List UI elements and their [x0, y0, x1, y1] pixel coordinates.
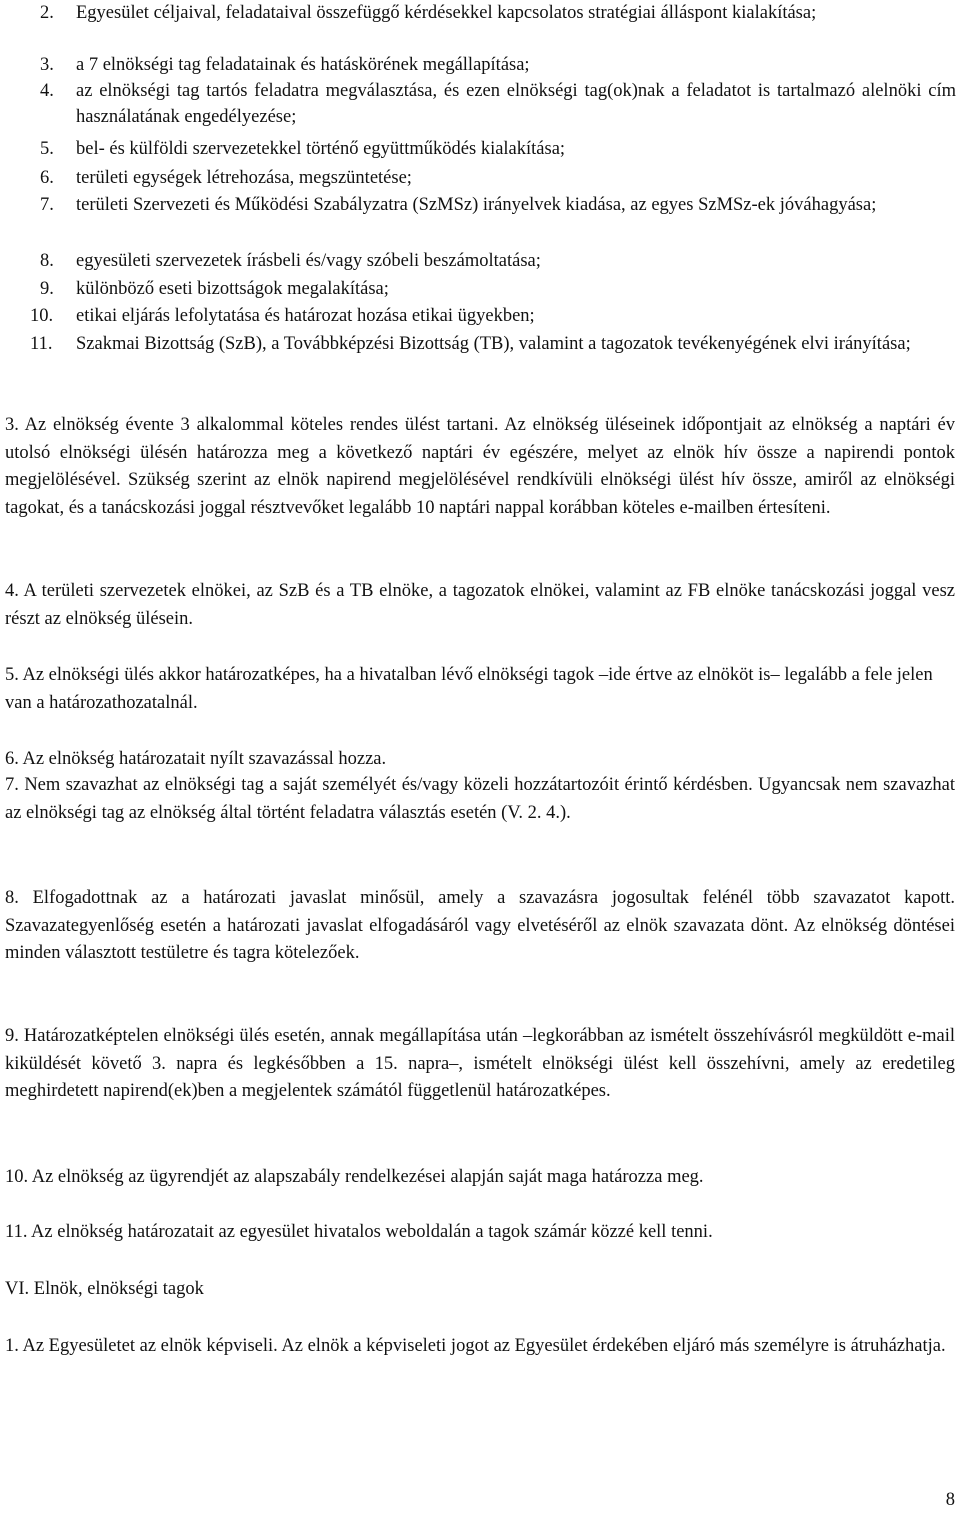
paragraph: 11. Az elnökség határozatait az egyesület hivatalos weboldalán a tagok számár közzé kell tenni.	[5, 1222, 713, 1242]
list-item	[0, 248, 960, 274]
list-number: 2.	[40, 3, 54, 23]
list-text: az elnökségi tag tartós feladatra megválasztása, és ezen elnökségi tag(ok)nak a feladatot is tartalmazó alelnöki cím használatának engedélyezése;	[76, 81, 956, 127]
paragraph: 8. Elfogadottnak az a határozati javaslat minősül, amely a szavazásra jogosultak felénél több szavazatot kapott. Szavazategyenlőség esetén a határozati javaslat elfogadásáról vagy elvetéséről az elnök szavazata dönt. Az elnökség döntései minden választott testületre és tagra kötelezőek.	[5, 888, 955, 963]
list-item	[0, 0, 960, 26]
list-item	[0, 192, 960, 218]
list-text: bel- és külföldi szervezetekkel történő együttműködés kialakítása;	[76, 139, 566, 159]
list-number: 10.	[30, 306, 54, 326]
paragraph: 1. Az Egyesületet az elnök képviseli. Az elnök a képviseleti jogot az Egyesület érdekében eljáró más személyre is átruházhatja.	[5, 1336, 946, 1356]
list-number: 6.	[40, 168, 54, 188]
list-text: területi Szervezeti és Működési Szabályzatra (SzMSz) irányelvek kiadása, az egyes SzMSz-ek jóváhagyása;	[76, 195, 877, 215]
list-number: 7.	[40, 195, 54, 215]
list-text: különböző eseti bizottságok megalakítása;	[76, 279, 389, 299]
list-item	[0, 165, 960, 191]
paragraph: 9. Határozatképtelen elnökségi ülés esetén, annak megállapítása után –legkorábban az ismételt összehívásról megküldött e-mail kiküldését követő 3. napra és legkésőbben a 15. napra–, ismételt elnökségi ülést kell összehívni, amely az eredetileg meghirdetett napirend(ek)ben a megjelentek számától függetlenül határozatképes.	[5, 1026, 955, 1101]
section-heading: VI. Elnök, elnökségi tagok	[5, 1279, 204, 1299]
list-number: 8.	[40, 251, 54, 271]
paragraph: 5. Az elnökségi ülés akkor határozatképes, ha a hivatalban lévő elnökségi tagok –ide értve az elnököt is– legalább a fele jelen van a határozathozatalnál.	[5, 665, 933, 713]
list-item	[0, 331, 960, 357]
list-item	[0, 303, 960, 329]
paragraph: 7. Nem szavazhat az elnökségi tag a saját személyét és/vagy közeli hozzátartozóit érintő kérdésben. Ugyancsak nem szavazhat az elnökségi tag az elnökség által történt feladatra választás esetén (V. 2. 4.).	[5, 775, 955, 823]
list-number: 5.	[40, 139, 54, 159]
list-text: Egyesület céljaival, feladataival összefüggő kérdésekkel kapcsolatos stratégiai álláspont kialakítása;	[76, 3, 817, 23]
paragraph: 3. Az elnökség évente 3 alkalommal köteles rendes ülést tartani. Az elnökség üléseinek időpontjait az elnökség a naptári év utolsó elnökségi ülésén határozza meg a következő naptári év egészére, melyet az elnök hív össze a napirendi pontok megjelölésével. Szükség szerint az elnök napirend megjelölésével rendkívüli elnökségi ülést hív össze, amiről az elnökségi tagokat, és a tanácskozási joggal résztvevőket legalább 10 naptári nappal korábban köteles e-mailben értesíteni.	[5, 415, 955, 518]
list-item	[0, 78, 960, 130]
paragraph: 6. Az elnökség határozatait nyílt szavazással hozza.	[5, 749, 387, 769]
list-number: 4.	[40, 81, 54, 101]
list-text: Szakmai Bizottság (SzB), a Továbbképzési Bizottság (TB), valamint a tagozatok tevékenyégének elvi irányítása;	[76, 334, 911, 354]
list-text: etikai eljárás lefolytatása és határozat hozása etikai ügyekben;	[76, 306, 535, 326]
list-item	[0, 276, 960, 302]
list-number: 3.	[40, 55, 54, 75]
list-number: 11.	[30, 334, 53, 354]
list-number: 9.	[40, 279, 54, 299]
list-item	[0, 136, 960, 162]
page-number: 8	[945, 1490, 955, 1510]
paragraph: 4. A területi szervezetek elnökei, az SzB és a TB elnöke, a tagozatok elnökei, valamint az FB elnöke tanácskozási joggal vesz részt az elnökség ülésein.	[5, 581, 955, 629]
list-text: területi egységek létrehozása, megszüntetése;	[76, 168, 412, 188]
list-text: egyesületi szervezetek írásbeli és/vagy szóbeli beszámoltatása;	[76, 251, 541, 271]
list-text: a 7 elnökségi tag feladatainak és hatáskörének megállapítása;	[76, 55, 530, 75]
paragraph: 10. Az elnökség az ügyrendjét az alapszabály rendelkezései alapján saját maga határozza meg.	[5, 1167, 704, 1187]
list-item	[0, 52, 960, 78]
